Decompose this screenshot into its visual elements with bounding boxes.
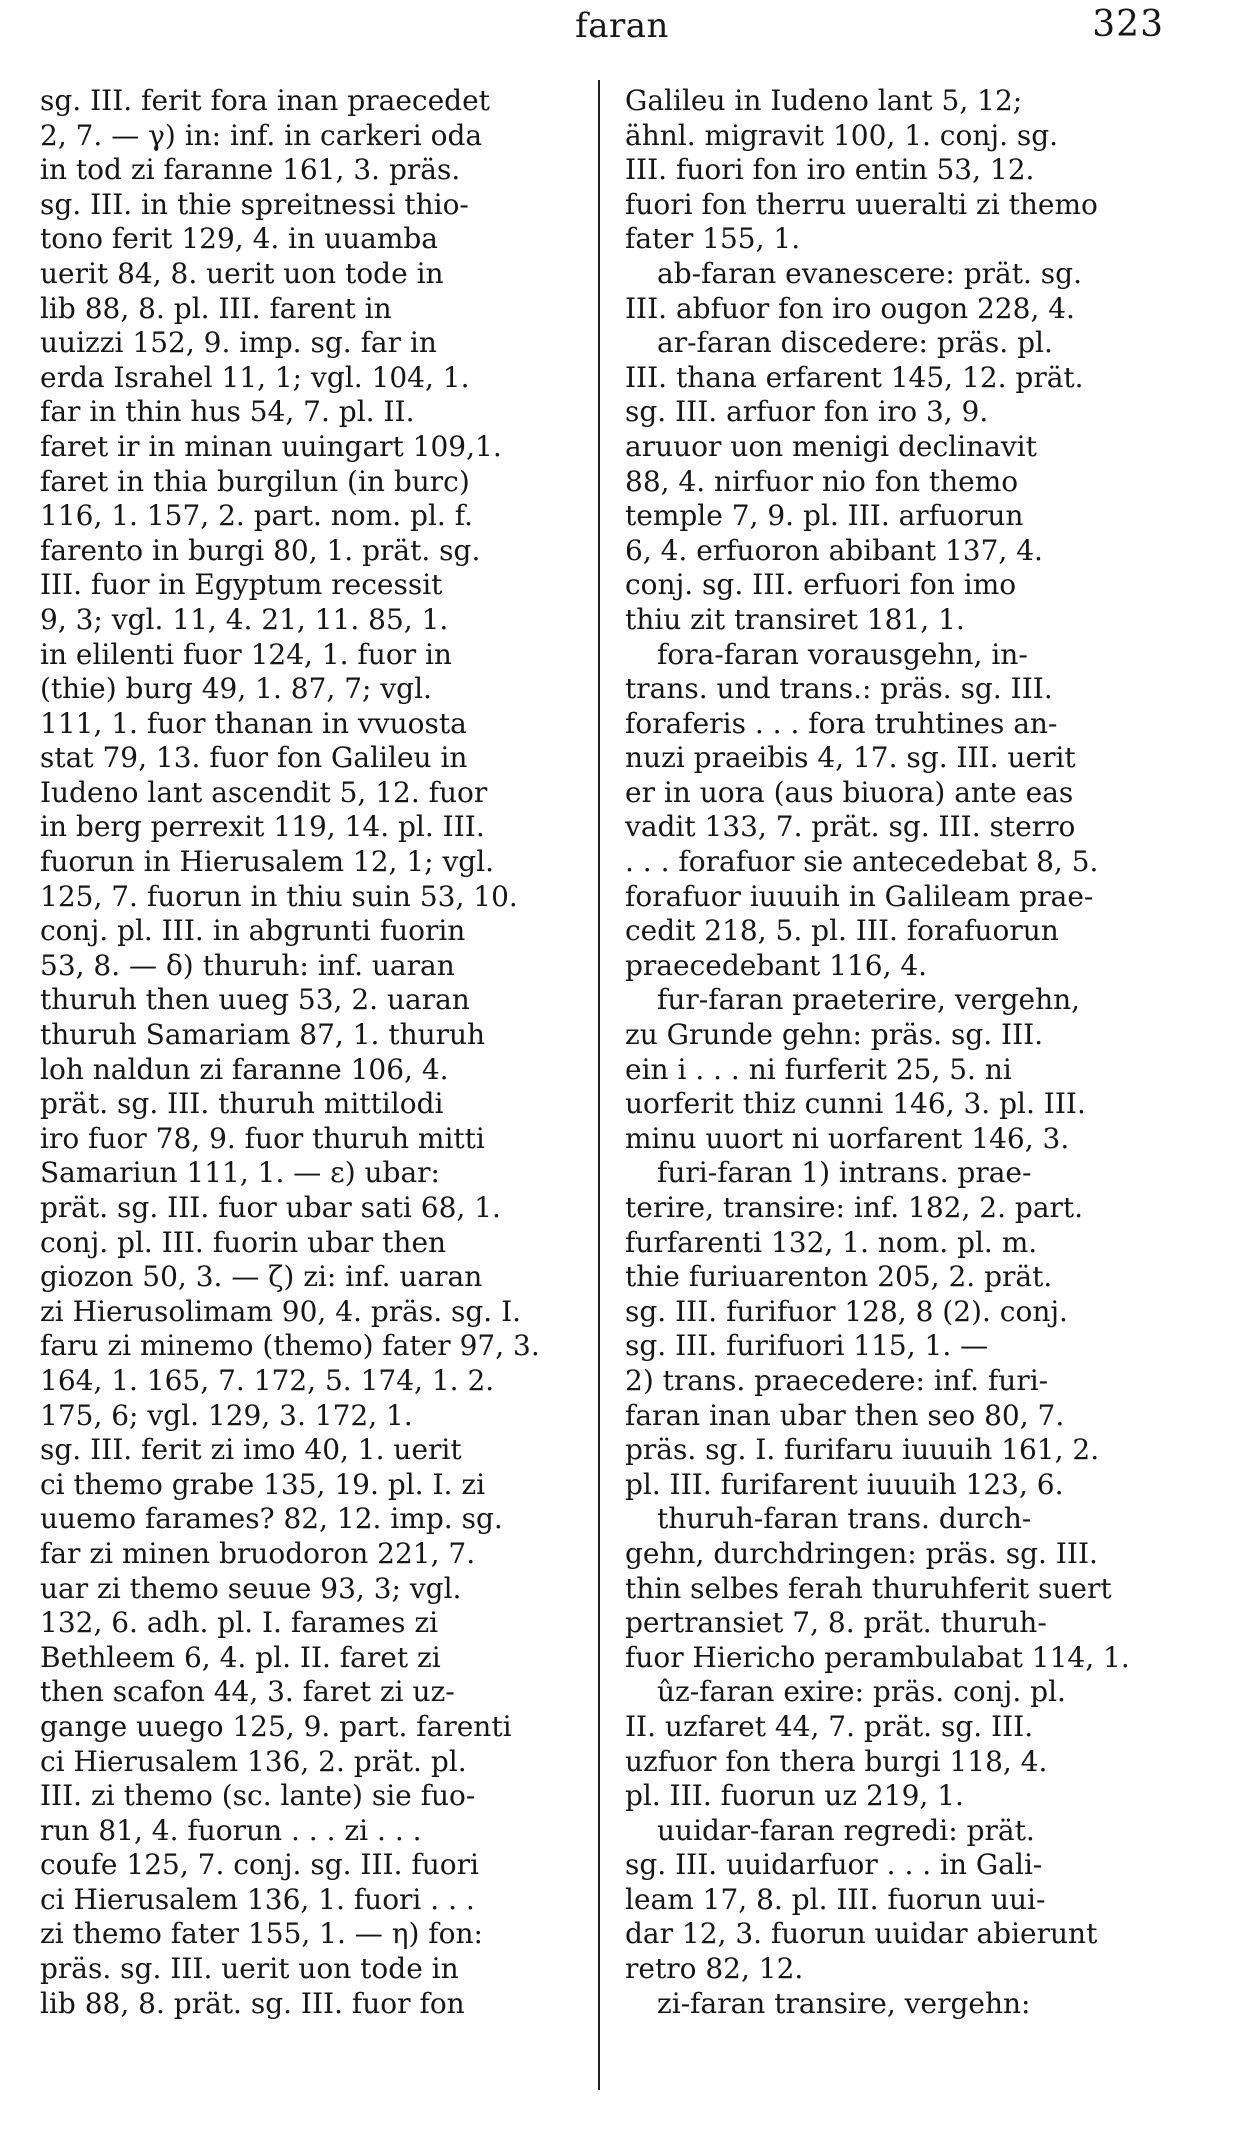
text-line: uzfuor fon thera burgi 118, 4. <box>625 1744 1048 1778</box>
text-line: sg. III. uuidarfuor . . . in Gali- <box>625 1848 1043 1882</box>
text-line: thin selbes ferah thuruhferit suert <box>625 1571 1112 1605</box>
text-line: conj. pl. III. in abgrunti fuorin <box>40 914 466 948</box>
text-line: (thie) burg 49, 1. 87, 7; vgl. <box>40 672 432 706</box>
text-line: prät. sg. III. thuruh mittilodi <box>40 1087 444 1121</box>
text-line: Bethleem 6, 4. pl. II. faret zi <box>40 1640 441 1674</box>
text-line: präs. sg. I. furifaru iuuuih 161, 2. <box>625 1433 1100 1467</box>
text-line: tono ferit 129, 4. in uuamba <box>40 222 439 256</box>
text-line: III. zi themo (sc. lante) sie fuo- <box>40 1779 476 1813</box>
text-line: faru zi minemo (themo) fater 97, 3. <box>40 1329 540 1363</box>
text-line: thiu zit transiret 181, 1. <box>625 602 965 636</box>
text-line: ûz-faran exire: präs. conj. pl. <box>657 1675 1066 1709</box>
text-line: 53, 8. — δ) thuruh: inf. uaran <box>40 948 455 982</box>
text-line: sg. III. in thie spreitnessi thio- <box>40 187 469 221</box>
text-line: aruuor uon menigi declinavit <box>625 429 1037 463</box>
text-line: retro 82, 12. <box>625 1952 804 1986</box>
text-line: zi themo fater 155, 1. — η) fon: <box>40 1917 483 1951</box>
text-line: ein i . . . ni furferit 25, 5. ni <box>625 1052 1012 1086</box>
text-line: conj. pl. III. fuorin ubar then <box>40 1225 447 1259</box>
text-line: in tod zi faranne 161, 3. präs. <box>40 153 461 187</box>
text-line: lib 88, 8. pl. III. farent in <box>40 291 392 325</box>
text-line: praecedebant 116, 4. <box>625 948 928 982</box>
text-line: far zi minen bruodoron 221, 7. <box>40 1536 476 1570</box>
text-line: Samariun 111, 1. — ε) ubar: <box>40 1156 440 1190</box>
text-line: loh naldun zi faranne 106, 4. <box>40 1052 449 1086</box>
text-line: 164, 1. 165, 7. 172, 5. 174, 1. 2. <box>40 1363 495 1397</box>
text-line: in berg perrexit 119, 14. pl. III. <box>40 810 485 844</box>
text-line: er in uora (aus biuora) ante eas <box>625 775 1074 809</box>
text-line: zi Hierusolimam 90, 4. präs. sg. I. <box>40 1294 522 1328</box>
left-column <box>40 84 580 2021</box>
text-line: terire, transire: inf. 182, 2. part. <box>625 1191 1084 1224</box>
text-line: uorferit thiz cunni 146, 3. pl. III. <box>625 1087 1086 1121</box>
text-line: fora-faran vorausgehn, in- <box>657 637 1028 671</box>
text-line: stat 79, 13. fuor fon Galileu in <box>40 741 468 775</box>
text-line: iro fuor 78, 9. fuor thuruh mitti <box>40 1121 485 1155</box>
running-head: faran <box>575 6 669 46</box>
text-line: furi-faran 1) intrans. prae- <box>657 1156 1032 1190</box>
text-line: furfarenti 132, 1. nom. pl. m. <box>625 1225 1038 1259</box>
text-line: III. fuor in Egyptum recessit <box>40 568 443 602</box>
page-header <box>0 0 1244 70</box>
text-line: sg. III. furifuor 128, 8 (2). conj. <box>625 1294 1068 1328</box>
text-line: sg. III. furifuori 115, 1. — <box>625 1329 989 1363</box>
text-line: trans. und trans.: präs. sg. III. <box>625 672 1053 706</box>
text-line: uar zi themo seuue 93, 3; vgl. <box>40 1571 462 1605</box>
page-number: 323 <box>1092 4 1164 45</box>
text-line: sg. III. arfuor fon iro 3, 9. <box>625 395 989 429</box>
text-line: 9, 3; vgl. 11, 4. 21, 11. 85, 1. <box>40 602 449 636</box>
text-line: vadit 133, 7. prät. sg. III. sterro <box>625 810 1076 844</box>
text-line: zi-faran transire, vergehn: <box>657 1986 1031 2020</box>
text-line: 125, 7. fuorun in thiu suin 53, 10. <box>40 879 518 913</box>
text-line: gehn, durchdringen: präs. sg. III. <box>625 1536 1098 1570</box>
text-line: prät. sg. III. fuor ubar sati 68, 1. <box>40 1191 501 1224</box>
text-line: fater 155, 1. <box>625 222 801 256</box>
text-line: fuori fon therru uueralti zi themo <box>625 187 1098 221</box>
text-line: ci Hierusalem 136, 2. prät. pl. <box>40 1744 467 1778</box>
text-line: uerit 84, 8. uerit uon tode in <box>40 256 444 290</box>
text-line: 2, 7. — γ) in: inf. in carkeri oda <box>40 118 483 152</box>
text-line: lib 88, 8. prät. sg. III. fuor fon <box>40 1986 465 2020</box>
text-line: in elilenti fuor 124, 1. fuor in <box>40 637 452 671</box>
text-line: thie furiuarenton 205, 2. prät. <box>625 1260 1053 1294</box>
text-line: präs. sg. III. uerit uon tode in <box>40 1952 459 1986</box>
text-line: foraferis . . . fora truhtines an- <box>625 706 1058 740</box>
text-line: ci themo grabe 135, 19. pl. I. zi <box>40 1467 486 1501</box>
text-line: uuidar-faran regredi: prät. <box>657 1813 1035 1847</box>
text-line: dar 12, 3. fuorun uuidar abierunt <box>625 1917 1098 1951</box>
text-line: thuruh Samariam 87, 1. thuruh <box>40 1018 486 1052</box>
text-line: fuorun in Hierusalem 12, 1; vgl. <box>40 845 495 879</box>
text-line: then scafon 44, 3. faret zi uz- <box>40 1675 455 1709</box>
text-line: Iudeno lant ascendit 5, 12. fuor <box>40 775 488 809</box>
text-line: coufe 125, 7. conj. sg. III. fuori <box>40 1848 479 1882</box>
text-line: thuruh then uueg 53, 2. uaran <box>40 983 470 1017</box>
text-line: erda Israhel 11, 1; vgl. 104, 1. <box>40 360 470 394</box>
text-line: ab-faran evanescere: prät. sg. <box>657 256 1082 290</box>
column-divider <box>598 80 600 2090</box>
text-line: giozon 50, 3. — ζ) zi: inf. uaran <box>40 1260 483 1294</box>
text-line: run 81, 4. fuorun . . . zi . . . <box>40 1813 422 1847</box>
text-line: 111, 1. fuor thanan in vvuosta <box>40 706 467 740</box>
text-line: 132, 6. adh. pl. I. farames zi <box>40 1606 439 1640</box>
text-line: III. thana erfarent 145, 12. prät. <box>625 360 1084 394</box>
text-line: sg. III. ferit zi imo 40, 1. uerit <box>40 1433 462 1467</box>
text-line: thuruh-faran trans. durch- <box>657 1502 1032 1536</box>
text-line: ci Hierusalem 136, 1. fuori . . . <box>40 1882 475 1916</box>
text-line: Galileu in Iudeno lant 5, 12; <box>625 84 1023 117</box>
text-line: III. fuori fon iro entin 53, 12. <box>625 153 1035 187</box>
text-line: minu uuort ni uorfarent 146, 3. <box>625 1121 1070 1155</box>
text-line: ähnl. migravit 100, 1. conj. sg. <box>625 118 1059 152</box>
text-line: 6, 4. erfuoron abibant 137, 4. <box>625 533 1043 567</box>
text-line: gange uuego 125, 9. part. farenti <box>40 1709 512 1743</box>
text-line: conj. sg. III. erfuori fon imo <box>625 568 1017 602</box>
text-line: pl. III. furifarent iuuuih 123, 6. <box>625 1467 1064 1501</box>
text-line: III. abfuor fon iro ougon 228, 4. <box>625 291 1075 325</box>
text-line: pl. III. fuorun uz 219, 1. <box>625 1779 964 1813</box>
text-line: far in thin hus 54, 7. pl. II. <box>40 395 415 429</box>
text-line: ar-faran discedere: präs. pl. <box>657 326 1053 360</box>
text-line: fur-faran praeterire, vergehn, <box>657 983 1081 1017</box>
text-line: . . . forafuor sie antecedebat 8, 5. <box>625 845 1099 879</box>
text-line: 88, 4. nirfuor nio fon themo <box>625 464 1019 498</box>
text-line: uuizzi 152, 9. imp. sg. far in <box>40 326 437 360</box>
text-line: zu Grunde gehn: präs. sg. III. <box>625 1018 1044 1052</box>
text-line: leam 17, 8. pl. III. fuorun uui- <box>625 1882 1046 1916</box>
text-line: nuzi praeibis 4, 17. sg. III. uerit <box>625 741 1076 775</box>
right-column <box>625 84 1180 2021</box>
text-line: pertransiet 7, 8. prät. thuruh- <box>625 1606 1047 1640</box>
text-line: fuor Hiericho perambulabat 114, 1. <box>625 1640 1130 1674</box>
text-line: faret in thia burgilun (in burc) <box>40 464 470 498</box>
text-line: faran inan ubar then seo 80, 7. <box>625 1398 1065 1432</box>
text-line: II. uzfaret 44, 7. prät. sg. III. <box>625 1709 1034 1743</box>
text-line: 175, 6; vgl. 129, 3. 172, 1. <box>40 1398 413 1432</box>
text-line: faret ir in minan uuingart 109,1. <box>40 429 502 463</box>
text-line: cedit 218, 5. pl. III. forafuorun <box>625 914 1059 948</box>
text-line: farento in burgi 80, 1. prät. sg. <box>40 533 481 567</box>
text-line: sg. III. ferit fora inan praecedet <box>40 84 490 117</box>
text-line: 2) trans. praecedere: inf. furi- <box>625 1363 1049 1397</box>
text-line: 116, 1. 157, 2. part. nom. pl. f. <box>40 499 473 533</box>
text-line: temple 7, 9. pl. III. arfuorun <box>625 499 1024 533</box>
text-line: uuemo farames? 82, 12. imp. sg. <box>40 1502 503 1536</box>
text-line: forafuor iuuuih in Galileam prae- <box>625 879 1094 913</box>
